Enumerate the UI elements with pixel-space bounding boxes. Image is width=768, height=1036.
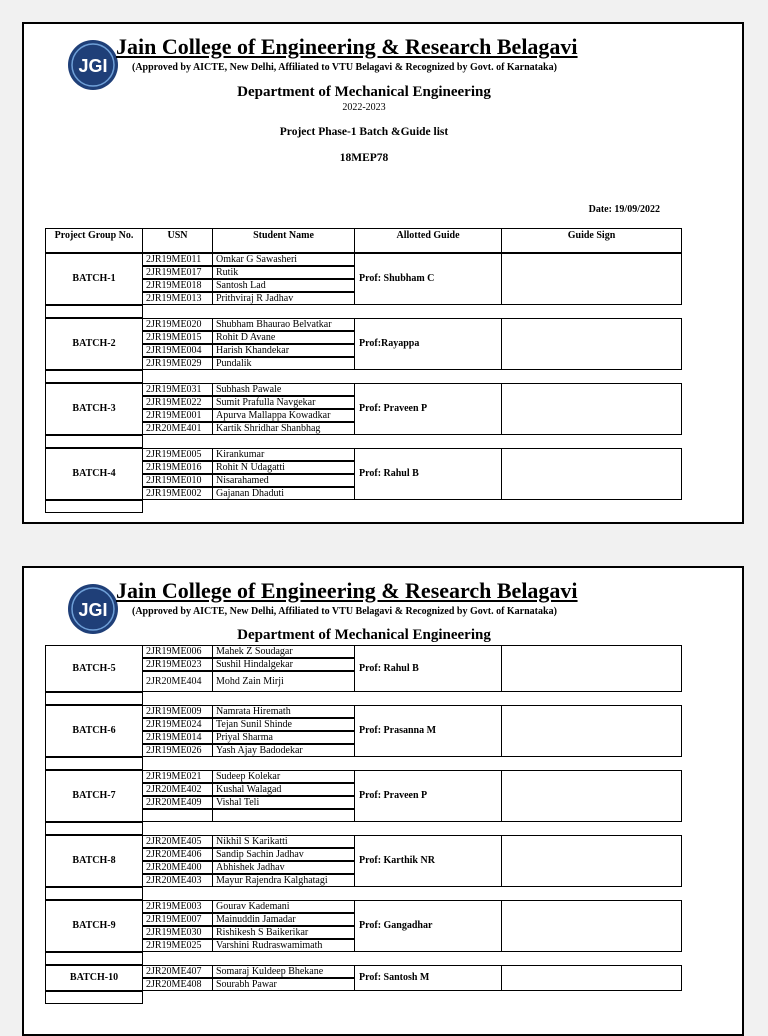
batch-number: BATCH-2 — [45, 318, 143, 370]
document-page-1 — [22, 22, 744, 524]
batch-number: BATCH-7 — [45, 770, 143, 822]
spacer-cell — [45, 822, 143, 835]
phase-title: Project Phase-1 Batch &Guide list — [279, 126, 449, 138]
student-usn: 2JR19ME003 — [142, 900, 213, 913]
student-name: Rohit D Avane — [212, 331, 355, 344]
student-name: Nisarahamed — [212, 474, 355, 487]
student-usn: 2JR20ME401 — [142, 422, 213, 435]
allotted-guide: Prof: Prasanna M — [354, 705, 502, 757]
student-name: Prithviraj R Jadhav — [212, 292, 355, 305]
student-name: Vishal Teli — [212, 796, 355, 809]
student-usn: 2JR19ME018 — [142, 279, 213, 292]
allotted-guide: Prof:Rayappa — [354, 318, 502, 370]
student-usn: 2JR20ME400 — [142, 861, 213, 874]
logo-text: JGI — [78, 600, 108, 620]
student-usn: 2JR19ME005 — [142, 448, 213, 461]
student-name: Kartik Shridhar Shanbhag — [212, 422, 355, 435]
student-name: Sudeep Kolekar — [212, 770, 355, 783]
student-usn: 2JR19ME007 — [142, 913, 213, 926]
student-name: Rohit N Udagatti — [212, 461, 355, 474]
student-usn: 2JR19ME006 — [142, 645, 213, 658]
guide-sign-cell — [501, 705, 682, 757]
student-usn: 2JR20ME406 — [142, 848, 213, 861]
student-usn: 2JR19ME025 — [142, 939, 213, 952]
student-name: Sushil Hindalgekar — [212, 658, 355, 671]
student-usn: 2JR19ME004 — [142, 344, 213, 357]
college-affiliation: (Approved by AICTE, New Delhi, Affiliated to VTU Belagavi & Recognized by Govt. of Karnataka) — [132, 62, 557, 73]
student-name: Priyal Sharma — [212, 731, 355, 744]
student-name: Rutik — [212, 266, 355, 279]
student-name: Kirankumar — [212, 448, 355, 461]
header-group-no: Project Group No. — [45, 228, 143, 253]
spacer-cell — [45, 435, 143, 448]
student-usn: 2JR19ME014 — [142, 731, 213, 744]
guide-sign-cell — [501, 383, 682, 435]
student-usn: 2JR19ME026 — [142, 744, 213, 757]
student-usn: 2JR19ME030 — [142, 926, 213, 939]
allotted-guide: Prof: Praveen P — [354, 770, 502, 822]
student-usn: 2JR20ME405 — [142, 835, 213, 848]
batch-number: BATCH-6 — [45, 705, 143, 757]
batch-number: BATCH-10 — [45, 965, 143, 991]
student-name: Namrata Hiremath — [212, 705, 355, 718]
allotted-guide: Prof: Rahul B — [354, 448, 502, 500]
header-usn: USN — [142, 228, 213, 253]
student-name: Varshini Rudraswamimath — [212, 939, 355, 952]
spacer-cell — [45, 757, 143, 770]
student-name: Shubham Bhaurao Belvatkar — [212, 318, 355, 331]
student-usn: 2JR20ME409 — [142, 796, 213, 809]
spacer-cell — [45, 887, 143, 900]
student-usn: 2JR20ME404 — [142, 671, 213, 692]
allotted-guide: Prof: Gangadhar — [354, 900, 502, 952]
spacer-cell — [45, 952, 143, 965]
document-page-2 — [22, 566, 744, 1036]
spacer-cell — [45, 500, 143, 513]
header-allotted-guide: Allotted Guide — [354, 228, 502, 253]
guide-sign-cell — [501, 645, 682, 692]
batch-number: BATCH-4 — [45, 448, 143, 500]
guide-sign-cell — [501, 448, 682, 500]
student-usn: 2JR19ME021 — [142, 770, 213, 783]
spacer-cell — [45, 692, 143, 705]
guide-sign-cell — [501, 318, 682, 370]
student-name: Mahek Z Soudagar — [212, 645, 355, 658]
allotted-guide: Prof: Praveen P — [354, 383, 502, 435]
student-name: Sumit Prafulla Navgekar — [212, 396, 355, 409]
student-usn: 2JR19ME017 — [142, 266, 213, 279]
student-name: Somaraj Kuldeep Bhekane — [212, 965, 355, 978]
college-name: Jain College of Engineering & Research Belagavi — [116, 34, 578, 59]
allotted-guide: Prof: Santosh M — [354, 965, 502, 991]
student-usn: 2JR19ME015 — [142, 331, 213, 344]
student-name: Mohd Zain Mirji — [212, 671, 355, 692]
header-guide-sign: Guide Sign — [501, 228, 682, 253]
student-usn: 2JR19ME001 — [142, 409, 213, 422]
spacer-cell — [45, 305, 143, 318]
student-name: Subhash Pawale — [212, 383, 355, 396]
student-name: Mainuddin Jamadar — [212, 913, 355, 926]
student-name: Harish Khandekar — [212, 344, 355, 357]
allotted-guide: Prof: Rahul B — [354, 645, 502, 692]
student-usn: 2JR19ME009 — [142, 705, 213, 718]
logo-text: JGI — [78, 56, 108, 76]
student-usn: 2JR19ME011 — [142, 253, 213, 266]
student-usn: 2JR19ME024 — [142, 718, 213, 731]
student-usn: 2JR19ME031 — [142, 383, 213, 396]
student-name: Rishikesh S Baikerikar — [212, 926, 355, 939]
spacer-cell — [45, 370, 143, 383]
batch-number: BATCH-9 — [45, 900, 143, 952]
student-name: Abhishek Jadhav — [212, 861, 355, 874]
student-name — [212, 809, 355, 822]
allotted-guide: Prof: Karthik NR — [354, 835, 502, 887]
student-name: Sandip Sachin Jadhav — [212, 848, 355, 861]
department-title: Department of Mechanical Engineering — [237, 84, 491, 100]
batch-number: BATCH-5 — [45, 645, 143, 692]
student-name: Gajanan Dhaduti — [212, 487, 355, 500]
student-name: Mayur Rajendra Kalghatagi — [212, 874, 355, 887]
student-usn: 2JR19ME020 — [142, 318, 213, 331]
student-name: Yash Ajay Badodekar — [212, 744, 355, 757]
student-usn: 2JR20ME408 — [142, 978, 213, 991]
student-usn: 2JR20ME402 — [142, 783, 213, 796]
student-name: Nikhil S Karikatti — [212, 835, 355, 848]
student-name: Apurva Mallappa Kowadkar — [212, 409, 355, 422]
batch-number: BATCH-3 — [45, 383, 143, 435]
college-affiliation: (Approved by AICTE, New Delhi, Affiliated to VTU Belagavi & Recognized by Govt. of Karnataka) — [132, 606, 557, 617]
student-name: Kushal Walagad — [212, 783, 355, 796]
spacer-cell — [45, 991, 143, 1004]
student-usn: 2JR20ME403 — [142, 874, 213, 887]
student-usn: 2JR19ME010 — [142, 474, 213, 487]
batch-number: BATCH-8 — [45, 835, 143, 887]
student-name: Omkar G Sawasheri — [212, 253, 355, 266]
student-usn — [142, 809, 213, 822]
guide-sign-cell — [501, 253, 682, 305]
guide-sign-cell — [501, 900, 682, 952]
department-title: Department of Mechanical Engineering — [237, 627, 491, 643]
student-usn: 2JR19ME002 — [142, 487, 213, 500]
college-name: Jain College of Engineering & Research Belagavi — [116, 578, 578, 603]
student-name: Pundalik — [212, 357, 355, 370]
student-name: Gourav Kademani — [212, 900, 355, 913]
guide-sign-cell — [501, 770, 682, 822]
student-name: Tejan Sunil Shinde — [212, 718, 355, 731]
allotted-guide: Prof: Shubham C — [354, 253, 502, 305]
student-usn: 2JR19ME013 — [142, 292, 213, 305]
student-usn: 2JR19ME022 — [142, 396, 213, 409]
student-usn: 2JR19ME029 — [142, 357, 213, 370]
header-student-name: Student Name — [212, 228, 355, 253]
document-date: Date: 19/09/2022 — [588, 204, 660, 215]
batch-number: BATCH-1 — [45, 253, 143, 305]
student-name: Sourabh Pawar — [212, 978, 355, 991]
course-code: 18MEP78 — [339, 152, 389, 164]
student-usn: 2JR19ME023 — [142, 658, 213, 671]
student-usn: 2JR20ME407 — [142, 965, 213, 978]
guide-sign-cell — [501, 965, 682, 991]
student-usn: 2JR19ME016 — [142, 461, 213, 474]
guide-sign-cell — [501, 835, 682, 887]
academic-year: 2022-2023 — [342, 102, 386, 113]
student-name: Santosh Lad — [212, 279, 355, 292]
